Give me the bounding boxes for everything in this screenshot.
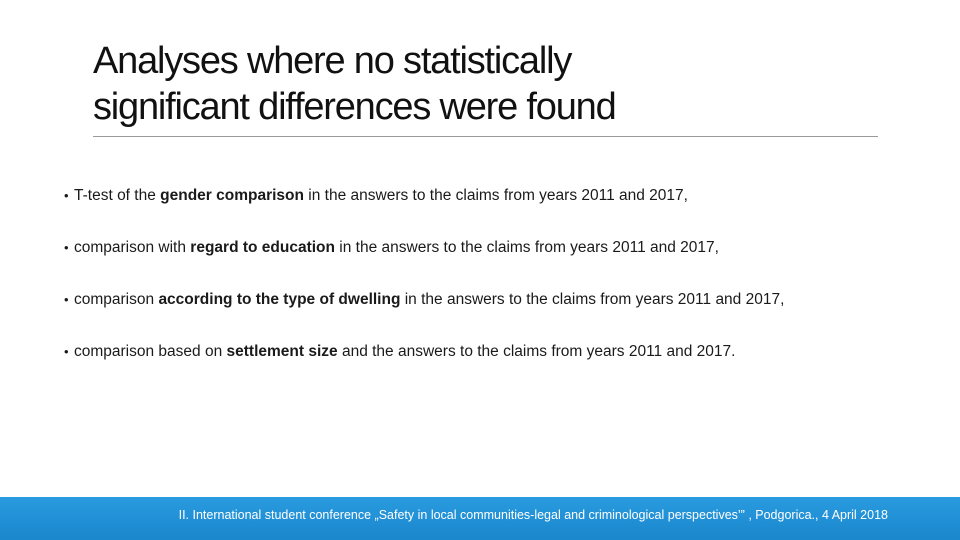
bullet-marker: • [64,292,69,307]
footer-conference-text: II. International student conference „Safety in local communities-legal and criminological perspectives’” , Podgorica., 4 April 2018 [178,508,888,522]
bullet-text-bold: settlement size [226,343,338,360]
bullet-list [64,182,784,390]
bullet-marker: • [64,344,69,359]
bullet-text-pre: comparison with [74,239,191,256]
bullet-text-post: in the answers to the claims from years 2011 and 2017, [334,239,719,256]
bullet-item-dwelling [64,286,784,313]
footer-bar [0,497,960,540]
bullet-text-pre: comparison based on [74,343,227,360]
title-divider [93,136,878,137]
slide-title-line-1: Analyses where no statistically [93,40,572,82]
bullet-text-post: in the answers to the claims from years 2011 and 2017, [400,291,785,308]
bullet-item-settlement [64,338,784,365]
slide-title [93,38,893,130]
bullet-text-bold: gender comparison [160,187,304,204]
bullet-text-pre: comparison [74,291,159,308]
bullet-marker: • [64,188,69,203]
slide-title-line-2: significant differences were found [93,86,616,128]
bullet-text-bold: according to the type of dwelling [158,291,401,308]
bullet-item-gender [64,182,784,209]
bullet-text-post: and the answers to the claims from years 2011 and 2017. [337,343,736,360]
bullet-marker: • [64,240,69,255]
bullet-text-post: in the answers to the claims from years 2011 and 2017, [304,187,688,204]
bullet-item-education [64,234,784,261]
bullet-text-bold: regard to education [190,239,335,256]
bullet-text-pre: T-test of the [74,187,161,204]
